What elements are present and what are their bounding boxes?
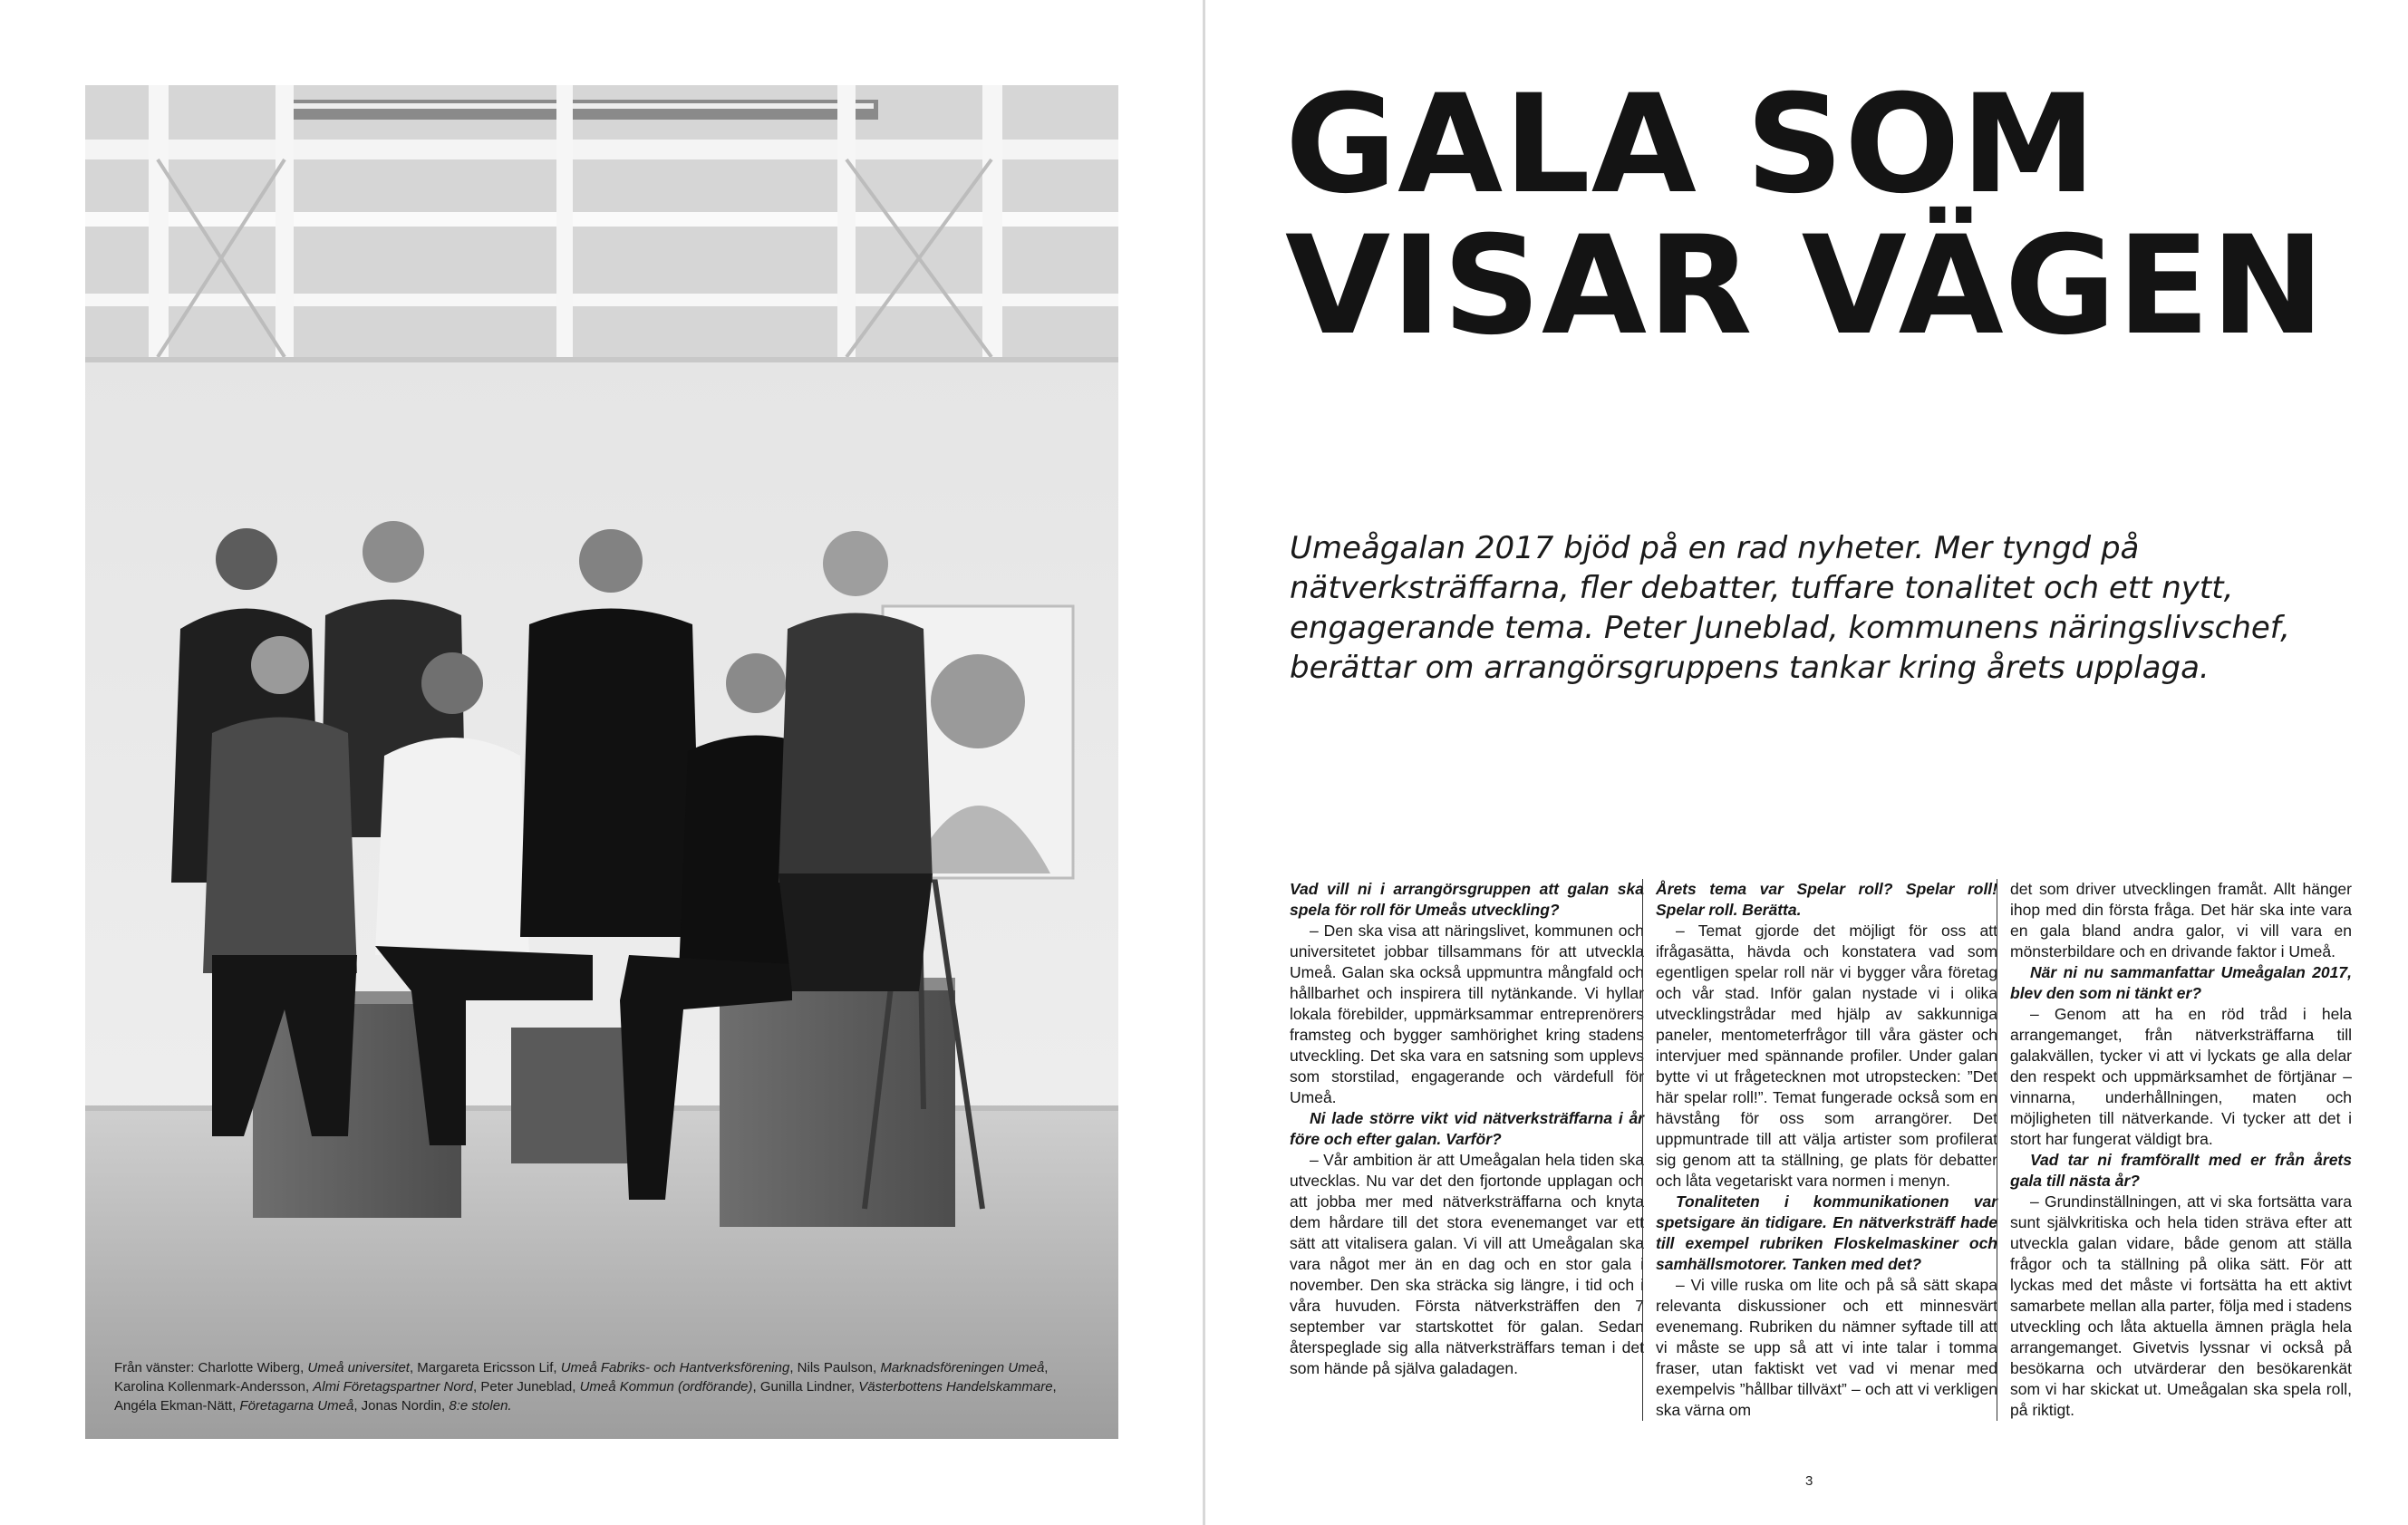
caption-run: , Karolina Kollenmark-Andersson, (114, 1360, 1049, 1395)
article-title-line-1: GALA SOM (1285, 66, 2097, 224)
body-paragraph: – Vår ambition är att Umeågalan hela tiden ska utvecklas. Nu var det den fjortonde upplagan och att jobba mer med nätverksträffarna och knyta dem hårdare till det stora evenemanget var ett sätt att vitalisera galan. Vi vill att Umeågalan ska vara något mer än en dag och en stor gala i november. Den ska sträcka sig längre, i tid och i våra huvuden. Första nätverksträffen den 7 september var startskottet för galan. Sedan återspeglade sig alla nätverksträffars teman i det som hände på själva galadagen. (1290, 1151, 1644, 1377)
article-lede: Umeågalan 2017 bjöd på en rad nyheter. Mer tyngd på nätverksträffarna, fler debatter, tuffare tonalitet och ett nytt, engagerande tema. Peter Juneblad, kommunens näringslivschef, berättar om arrangörsgruppens tankar kring årets upplaga. (1290, 530, 2290, 686)
caption-run: , Peter Juneblad, (473, 1379, 580, 1395)
caption-run: Marknadsföreningen Umeå (880, 1360, 1045, 1375)
interview-question: När ni nu sammanfattar Umeågalan 2017, blev den som ni tänkt er? (2010, 963, 2352, 1002)
photo-caption (114, 1358, 1089, 1415)
body-paragraph: det som driver utvecklingen framåt. Allt hänger ihop med din första fråga. Det här ska inte vara en gala bland andra galor, vi vill vara en mönsterbildare och en drivande faktor i Umeå. (2010, 880, 2352, 960)
caption-run: Umeå Kommun (ordförande) (579, 1379, 753, 1395)
caption-run: Umeå Fabriks- och Hantverksförening (560, 1360, 790, 1375)
interview-question: Ni lade större vikt vid nätverksträffarna i år före och efter galan. Varför? (1290, 1109, 1644, 1148)
caption-run: Almi Företagspartner Nord (313, 1379, 474, 1395)
caption-run: 8:e stolen. (449, 1398, 512, 1414)
interview-question: Årets tema var Spelar roll? Spelar roll! Spelar roll. Berätta. (1656, 880, 1997, 919)
right-page (1205, 0, 2408, 1525)
text-column-2 (1642, 879, 1997, 1421)
caption-run: Umeå universitet (307, 1360, 410, 1375)
caption-run: Västerbottens Handelskammare (858, 1379, 1053, 1395)
group-photo (85, 85, 1118, 1439)
body-paragraph: – Genom att ha en röd tråd i hela arrangemanget, från nätverksträffarna till galakvällen, tycker vi att vi lyckats ge alla delar den respekt och uppmärksamhet de förtjänar – vinnarna, underhållningen, maten och möjligheten till nätverkande. Vi tycker att det i stort har fungerat väldigt bra. (2010, 1005, 2352, 1148)
body-paragraph: – Vi ville ruska om lite och på så sätt skapa relevanta diskussioner och ett minnesvärt evenemang. Rubriken du nämner syftade till att vi måste se upp så att vi inte talar i tomma fraser, utan faktiskt vet vad vi menar med exempelvis ”hållbar tillväxt” – och att vi verkligen ska värna om (1656, 1276, 1997, 1419)
caption-run: , Gunilla Lindner, (752, 1379, 859, 1395)
article-title-line-2: VISAR VÄGEN (1285, 208, 2326, 365)
caption-run: , Nils Paulson, (789, 1360, 881, 1375)
body-paragraph: – Den ska visa att näringslivet, kommunen och universitetet jobbar tillsammans för att utveckla Umeå. Galan ska också uppmuntra mångfald och hållbarhet och inspirera till nytänkande. Vi hyllar lokala förebilder, uppmärksammar entreprenörers framsteg och bygger samhörighet kring stadens utveckling. Det ska vara en satsning som upplevs som storstilad, engagerande och värdefull för Umeå. (1290, 922, 1644, 1106)
page-number: 3 (1805, 1473, 1813, 1489)
text-column-1 (1290, 879, 1644, 1379)
caption-run: , Margareta Ericsson Lif, (409, 1360, 561, 1375)
body-paragraph: – Temat gjorde det möjligt för oss att ifrågasätta, hävda och konstatera vad som egentligen spelar roll när vi bygger våra företag och vår stad. Inför galan nystade vi i olika utvecklingstrådar med hjälp av sakkunniga paneler, mentometerfrågor till våra gäster och intervjuer med spännande profiler. Under galan bytte vi ut frågetecknen mot utropstecken: ”Det här spelar roll!”. Temat fungerade också som en hävstång för oss som arrangörer. Det uppmuntrade till att välja artister som profilerat sig genom att ta ställning, ge plats för debatter och låta vegetariskt vara normen i menyn. (1656, 922, 1997, 1190)
caption-run: , Angéla Ekman-Nätt, (114, 1379, 1057, 1414)
caption-run: , Jonas Nordin, (353, 1398, 450, 1414)
article-title (1285, 66, 2326, 365)
interview-question: Vad vill ni i arrangörsgruppen att galan ska spela för roll för Umeås utveckling? (1290, 880, 1644, 919)
group-photo-illustration (85, 85, 1118, 1439)
body-paragraph: – Grundinställningen, att vi ska fortsätta vara sunt självkritiska och hela tiden sträva efter att utveckla galan vidare, både genom att ställa frågor och ta ställning på olika sätt. För att lyckas med det måste vi fortsätta ha ett aktivt samarbete mellan alla parter, följa med i stadens utveckling och låta aktuella ämnen prägla hela arrangemanget. Givetvis lyssnar vi också på besökarna och utvärderar den besökarenkät som vi har skickat ut. Umeågalan ska spela roll, på riktigt. (2010, 1192, 2352, 1419)
interview-question: Vad tar ni framförallt med er från årets gala till nästa år? (2010, 1151, 2352, 1190)
caption-run: Från vänster: Charlotte Wiberg, (114, 1360, 308, 1375)
text-column-3 (1997, 879, 2352, 1421)
caption-run: Företagarna Umeå (239, 1398, 354, 1414)
interview-question: Tonaliteten i kommunikationen var spetsigare än tidigare. En nätverksträff hade till exempel rubriken Floskelmaskiner och samhällsmotorer. Tanken med det? (1656, 1192, 1997, 1273)
